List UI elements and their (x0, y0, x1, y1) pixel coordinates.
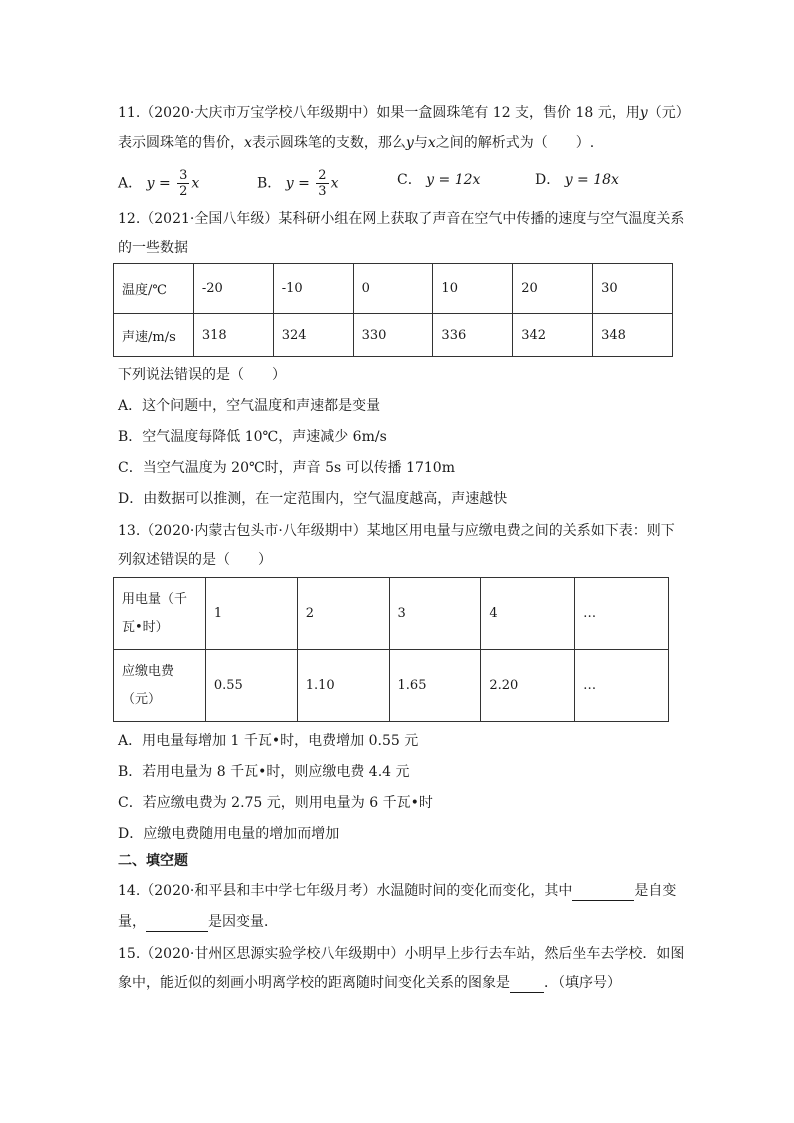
q11-text: 11.（2020·大庆市万宝学校八年级期中）如果一盒圆珠笔有 12 支，售价 18 元，用 (118, 105, 640, 121)
table-row (114, 578, 669, 650)
table-cell: 1.10 (297, 650, 389, 722)
row-header-line: 用电量（千 (122, 591, 188, 607)
q12-line2: 的一些数据 (118, 240, 188, 256)
answer-blank[interactable] (510, 976, 544, 993)
speed-temperature-table (113, 263, 673, 357)
q14-text-a2: 量， (118, 914, 146, 930)
q12-option-c[interactable]: C．当空气温度为 20℃时，声音 5s 可以传播 1710m (118, 460, 455, 476)
q13-line1: 13.（2020·内蒙古包头市·八年级期中）某地区用电量与应缴电费之间的关系如下表：则下 (118, 523, 675, 539)
table-cell: 2.20 (481, 650, 575, 722)
table-cell: 330 (353, 314, 433, 357)
option-label: B． (257, 175, 282, 192)
q12-question: 下列说法错误的是（ ） (118, 367, 286, 383)
fraction-den: 3 (318, 184, 327, 199)
table-cell: 1.65 (389, 650, 481, 722)
q15-text-a: 象中，能近似的刻画小明离学校的距离随时间变化关系的图象是 (118, 975, 510, 991)
option-label: A． (118, 175, 143, 192)
option-expr-rhs: x (330, 175, 339, 192)
option-label: D． (535, 172, 561, 188)
q13-option-a[interactable]: A．用电量每增加 1 千瓦•时，电费增加 0.55 元 (118, 733, 419, 749)
q13-option-c[interactable]: C．若应缴电费为 2.75 元，则用电量为 6 千瓦•时 (118, 795, 433, 811)
table-row (114, 650, 669, 722)
var-x: x (244, 135, 252, 151)
fraction-den: 2 (179, 184, 188, 199)
q14-text-b2: 是因变量． (208, 914, 278, 930)
fraction (316, 168, 328, 199)
q11-line1 (118, 103, 690, 123)
table-cell: 10 (433, 264, 513, 314)
var-y: y (405, 135, 414, 151)
row-header (114, 650, 206, 722)
q14-text-b: 是自变 (634, 883, 677, 899)
fraction-num: 3 (179, 168, 188, 183)
option-expr: y = 18x (564, 172, 619, 188)
row-header-line: 瓦•时） (122, 619, 169, 635)
row-header-line: （元） (122, 691, 162, 707)
q13-option-b[interactable]: B．若用电量为 8 千瓦•时，则应缴电费 4.4 元 (118, 764, 410, 780)
q11-line2 (118, 133, 594, 153)
q11-option-d[interactable] (535, 170, 619, 190)
q13-line2: 列叙述错误的是（ ） (118, 552, 272, 568)
q11-option-c[interactable] (397, 170, 480, 190)
q13-option-d[interactable]: D．应缴电费随用电量的增加而增加 (118, 826, 340, 842)
row-header (114, 578, 206, 650)
q11-text-c: 与 (413, 135, 428, 151)
q15-text-b: ．（填序号） (544, 975, 621, 991)
table-cell: 1 (205, 578, 297, 650)
table-cell: 2 (297, 578, 389, 650)
table-cell: 318 (193, 314, 273, 357)
option-expr-lhs: y = (146, 175, 171, 192)
fraction (177, 168, 189, 199)
table-row (114, 264, 673, 314)
q11-text-b: 表示圆珠笔的支数，那么 (251, 135, 406, 151)
option-expr-lhs: y = (285, 175, 310, 192)
q12-option-b[interactable]: B．空气温度每降低 10℃，声速减少 6m/s (118, 429, 387, 445)
table-cell: 3 (389, 578, 481, 650)
var-x: x (427, 135, 436, 151)
electricity-fee-table (113, 577, 669, 722)
option-expr-rhs: x (191, 175, 200, 192)
option-expr: y = 12x (426, 172, 481, 188)
answer-blank[interactable] (572, 884, 634, 901)
answer-blank[interactable] (146, 915, 208, 932)
q15-line1: 15.（2020·甘州区思源实验学校八年级期中）小明早上步行去车站，然后坐车去学校．如图 (118, 946, 685, 962)
q11-option-a[interactable] (118, 168, 199, 199)
table-cell: 20 (513, 264, 593, 314)
q12-option-d[interactable]: D．由数据可以推测，在一定范围内，空气温度越高，声速越快 (118, 491, 508, 507)
q14-line1 (118, 881, 676, 901)
table-cell: -20 (193, 264, 273, 314)
q11-text-d: 之间的解析式为（ ）. (435, 135, 595, 151)
table-cell: … (575, 650, 669, 722)
q11-text-end: （元） (647, 105, 690, 121)
table-cell: 0 (353, 264, 433, 314)
section-heading: 二、填空题 (118, 853, 188, 869)
q12-option-a[interactable]: A．这个问题中，空气温度和声速都是变量 (118, 398, 381, 414)
table-cell: 4 (481, 578, 575, 650)
table-cell: -10 (273, 264, 353, 314)
table-cell: … (575, 578, 669, 650)
table-row (114, 314, 673, 357)
row-header: 声速/m/s (114, 314, 194, 357)
option-label: C． (397, 172, 422, 188)
row-header-line: 应缴电费 (122, 663, 175, 679)
table-cell: 30 (593, 264, 673, 314)
q14-text-a: 14.（2020·和平县和丰中学七年级月考）水温随时间的变化而变化，其中 (118, 883, 573, 899)
row-header: 温度/℃ (114, 264, 194, 314)
q15-line2 (118, 973, 621, 993)
q14-line2 (118, 912, 278, 932)
table-cell: 348 (593, 314, 673, 357)
q11-text-a: 表示圆珠笔的售价， (118, 135, 244, 151)
table-cell: 0.55 (205, 650, 297, 722)
q11-option-b[interactable] (257, 168, 338, 199)
table-cell: 342 (513, 314, 593, 357)
table-cell: 324 (273, 314, 353, 357)
fraction-num: 2 (318, 168, 327, 183)
table-cell: 336 (433, 314, 513, 357)
var-y: y (639, 105, 648, 121)
q12-line1: 12.（2021·全国八年级）某科研小组在网上获取了声音在空气中传播的速度与空气温度关系 (118, 211, 685, 227)
